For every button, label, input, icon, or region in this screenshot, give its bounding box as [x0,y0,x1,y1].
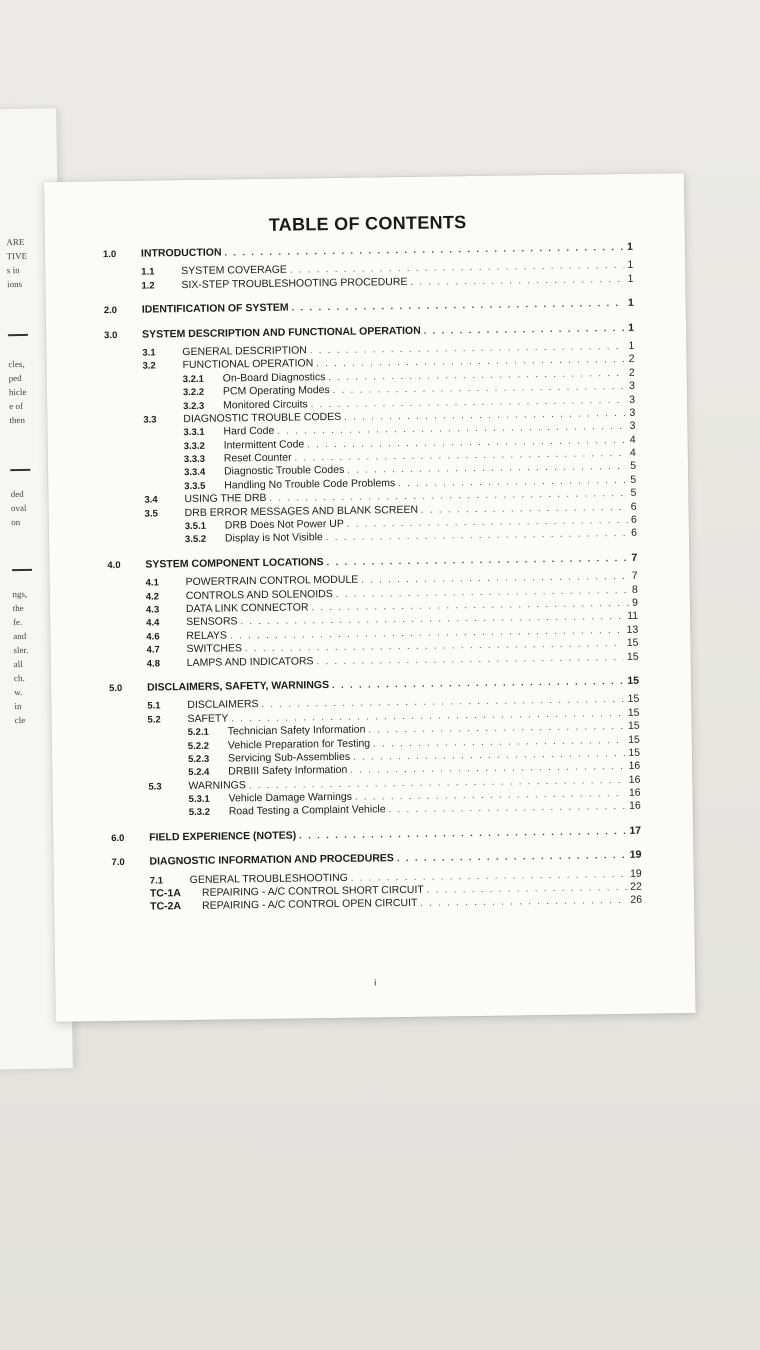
toc-page-number: 5 [630,473,637,486]
facing-page-text-fragment: in [14,701,22,712]
toc-section-number: 3.2.2 [182,386,205,399]
facing-page-text-fragment: fe. [12,616,23,628]
dot-leader [344,408,626,422]
toc-section-number: 5.3.2 [188,807,211,819]
facing-page-text-fragment: cles, [8,358,25,370]
toc-section-number: 3.2 [142,360,156,372]
toc-section-number: 3.3.1 [183,427,205,439]
toc-section-number: 3.5.2 [184,534,207,546]
toc-section-number: TC-2A [150,900,182,913]
toc-page-number: 5 [630,487,637,500]
toc-section-title: WARNINGS [188,778,246,792]
toc-page-number: 15 [627,693,640,706]
toc-page-number: 7 [631,551,638,564]
toc-section-title: DRB Does Not Power UP [224,517,344,532]
toc-page-number: 19 [629,867,642,880]
facing-page-text-fragment: TIVE [6,250,28,262]
toc-page-number: 1 [627,240,634,253]
toc-section-title: Road Testing a Complaint Vehicle [228,803,386,818]
facing-page-text-fragment: hicle [8,386,27,398]
toc-page-number: 22 [630,880,642,893]
toc-section-number: 3.4 [144,494,158,506]
dot-leader [361,571,629,585]
toc-section-title: DRBIII Safety Information [228,764,348,778]
toc-section-number: 5.2.4 [188,767,210,779]
toc-page-number: 16 [628,786,641,799]
toc-section-number: 4.7 [146,644,160,656]
toc-page-number: 15 [628,746,641,759]
facing-page-text-fragment: e of [9,400,24,412]
toc-section-title: GENERAL DESCRIPTION [182,344,307,359]
toc-section-number: 3.3.2 [183,440,205,452]
facing-page-text-fragment: ARE [6,236,25,248]
toc-page-number: 5 [630,460,637,473]
toc-section-title: REPAIRING - A/C CONTROL SHORT CIRCUIT [201,883,424,899]
toc-section-title: DATA LINK CONNECTOR [185,601,309,616]
toc-section-number: 5.2.2 [187,740,210,752]
toc-page-number: 2 [628,353,635,366]
toc-entry [103,241,633,262]
facing-page-text-fragment: then [9,414,26,426]
toc-section-title: Vehicle Preparation for Testing [227,737,371,751]
toc-section-number: 7.1 [149,875,164,887]
facing-page-rule [10,469,30,471]
toc-list [103,241,642,915]
toc-section-title: SIX-STEP TROUBLESHOOTING PROCEDURE [181,275,408,291]
toc-section-title: Reset Counter [223,451,292,465]
toc-page-number: 15 [628,733,640,746]
dot-leader [353,748,625,762]
toc-page-number: 15 [627,706,640,719]
toc-section-title: LAMPS AND INDICATORS [186,654,314,669]
facing-page-text-fragment: all [13,658,23,670]
toc-section-number: 3.3.4 [184,467,206,479]
toc-page-number: 1 [628,339,635,352]
dot-leader [326,528,628,542]
dot-leader [397,850,627,863]
toc-section-number: 4.4 [146,617,160,629]
toc-entry [107,552,637,573]
toc-page-number: 3 [628,379,635,392]
dot-leader [420,895,627,908]
dot-leader [347,515,628,529]
toc-section-title: RELAYS [186,629,228,642]
dot-leader [398,475,627,488]
toc-section-title: INTRODUCTION [140,246,222,260]
dot-leader [224,242,624,258]
toc-content [102,210,642,915]
toc-section-number: 3.5.1 [184,520,207,533]
dot-leader [421,502,628,515]
toc-section-title: Display is Not Visible [224,531,323,545]
toc-section-title: Monitored Circuits [223,397,308,412]
toc-page-number: 16 [628,760,641,773]
toc-section-title: SENSORS [186,615,238,629]
toc-section-title: SYSTEM COMPONENT LOCATIONS [145,555,324,571]
facing-page-text-fragment: ded [10,488,24,500]
facing-page-text-fragment: cle [14,714,26,726]
facing-page-text-fragment: w. [14,687,23,698]
toc-section-title: SWITCHES [186,642,243,656]
toc-section-number: 5.1 [147,700,161,712]
toc-page-number: 2 [628,366,635,379]
facing-page-text-fragment: and [13,630,27,642]
toc-page [44,173,696,1022]
toc-section-number: 1.2 [141,280,155,292]
toc-page-number: 16 [628,773,641,786]
dot-leader [316,651,624,665]
toc-section-number: 6.0 [111,832,125,844]
toc-page-number: 1 [628,321,635,334]
toc-page-number: 4 [629,446,636,459]
dot-leader [292,298,625,313]
toc-section-number: 5.2.1 [187,726,209,739]
toc-section-number: 1.0 [102,248,117,261]
toc-section-title: GENERAL TROUBLESHOOTING [189,871,348,886]
toc-section-number: 4.8 [146,657,161,670]
toc-section-title: DRB ERROR MESSAGES AND BLANK SCREEN [184,503,419,519]
toc-page-number: 15 [626,650,639,663]
toc-section-number: 5.2.3 [187,753,210,765]
toc-section-number: 3.2.3 [183,400,205,412]
toc-section-title: SYSTEM COVERAGE [181,264,287,278]
toc-page-number: 13 [626,623,639,636]
toc-section-title: SYSTEM DESCRIPTION AND FUNCTIONAL OPERATION [142,324,421,341]
dot-leader [333,381,626,395]
toc-page-number: 8 [631,583,638,596]
toc-page-number: 6 [630,500,637,513]
toc-section-title: IDENTIFICATION OF SYSTEM [141,301,289,316]
toc-section-number: TC-1A [149,887,181,900]
toc-section-title: FIELD EXPERIENCE (NOTES) [149,829,297,844]
facing-page-rule [12,569,32,571]
toc-page-number: 15 [626,636,639,650]
toc-section-title: Hard Code [223,425,275,438]
toc-section-number: 3.0 [104,329,118,341]
toc-section-number: 3.5 [144,508,158,520]
toc-section-number: 3.3.3 [183,453,206,466]
toc-section-title: DISCLAIMERS [187,698,259,712]
toc-section-number: 4.1 [145,577,159,589]
toc-page-number: 3 [629,406,636,419]
dot-leader [427,882,628,895]
toc-page-number: 19 [629,848,642,862]
toc-section-title: Diagnostic Trouble Codes [223,464,345,478]
toc-page-number: 6 [630,513,637,526]
toc-section-number: 5.2 [147,714,161,726]
dot-leader [336,584,629,598]
dot-leader [355,788,626,802]
facing-page-text-fragment: sler. [13,644,29,656]
toc-section-title: Servicing Sub-Assemblies [227,750,351,765]
dot-leader [347,461,627,475]
toc-section-number: 3.2.1 [182,373,204,385]
toc-section-number: 1.1 [141,266,155,279]
facing-page-text-fragment: ped [8,372,22,384]
facing-page-text-fragment: s in [6,264,20,276]
toc-entry [104,321,634,342]
dot-leader [368,721,625,735]
toc-page-number: 9 [632,596,639,609]
toc-page-number: 16 [629,800,641,813]
toc-section-number: 4.2 [145,591,160,603]
facing-page-rule [8,334,28,336]
toc-section-title: DIAGNOSTIC TROUBLE CODES [183,410,342,425]
facing-page-text-fragment: the [12,602,24,614]
dot-leader [389,801,627,814]
toc-page-number: 4 [629,433,636,446]
dot-leader [327,553,629,567]
dot-leader [299,826,626,841]
dot-leader [373,734,625,748]
toc-page-number: 6 [631,527,638,540]
dot-leader [351,869,627,883]
toc-page-number: 17 [629,824,642,837]
facing-page-text-fragment: ch. [13,672,25,684]
toc-section-title: Vehicle Damage Warnings [228,790,353,805]
toc-page-number: 15 [627,719,640,733]
toc-section-title: REPAIRING - A/C CONTROL OPEN CIRCUIT [202,897,418,913]
toc-section-number: 5.3.1 [188,793,210,806]
toc-section-number: 4.0 [107,559,121,571]
dot-leader [332,676,624,690]
toc-section-title: SAFETY [187,712,229,725]
page-folio: i [374,977,377,988]
toc-section-title: On-Board Diagnostics [222,370,326,385]
toc-section-title: DIAGNOSTIC INFORMATION AND PROCEDURES [149,852,394,868]
facing-page-text-fragment: on [11,517,21,528]
toc-section-title: CONTROLS AND SOLENOIDS [185,587,333,602]
toc-section-number: 3.1 [142,347,156,359]
toc-section-title: DISCLAIMERS, SAFETY, WARNINGS [146,679,330,694]
toc-section-title: Intermittent Code [223,438,305,452]
toc-page-number: 7 [631,569,638,583]
toc-page-number: 11 [627,610,639,623]
toc-section-title: POWERTRAIN CONTROL MODULE [185,573,359,589]
toc-section-number: 5.3 [148,781,162,793]
facing-page-text-fragment: oval [10,502,27,514]
toc-section-number: 3.3 [143,414,157,426]
toc-entry [111,825,641,846]
facing-page-text-fragment: ions [6,278,23,290]
toc-section-number: 3.3.5 [184,480,206,492]
toc-section-title: Handling No Trouble Code Problems [224,476,396,492]
toc-page-number: 15 [627,674,640,687]
toc-page-number: 1 [627,259,634,272]
toc-section-title: PCM Operating Modes [222,384,330,398]
dot-leader [424,322,626,335]
toc-section-number: 4.6 [146,631,160,643]
toc-section-number: 5.0 [109,682,123,695]
toc-page-number: 3 [629,393,636,406]
toc-section-title: FUNCTIONAL OPERATION [182,357,314,372]
toc-section-title: Technician Safety Information [227,723,366,738]
toc-page-number: 1 [627,272,634,285]
toc-section-number: 7.0 [111,857,125,869]
toc-entry [104,297,634,318]
toc-section-number: 4.3 [145,604,160,616]
toc-page-number: 1 [627,296,634,310]
dot-leader [410,274,624,287]
toc-entry [109,675,639,696]
dot-leader [350,761,625,775]
toc-section-number: 2.0 [103,305,118,317]
toc-entry [111,849,641,870]
toc-section-title: USING THE DRB [184,492,267,506]
page-title: TABLE OF CONTENTS [268,212,467,235]
toc-page-number: 3 [629,420,636,433]
facing-page-text-fragment: ngs, [12,588,28,600]
toc-page-number: 26 [630,894,643,907]
